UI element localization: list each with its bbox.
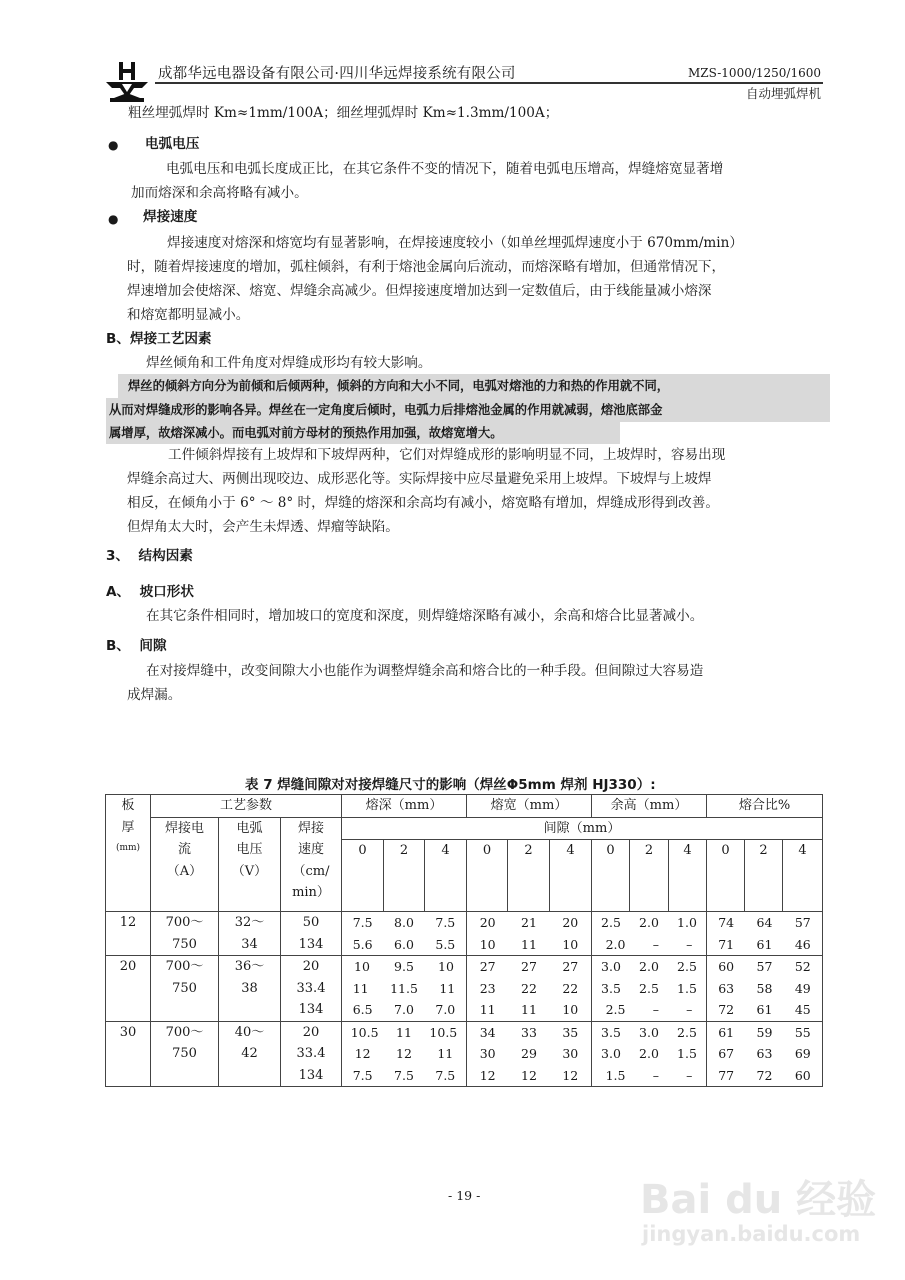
highlight-line-2: 从而对焊缝成形的影响各异。焊丝在一定角度后倾时，电弧力后排熔池金属的作用就减弱，熔池底部金 [109, 403, 663, 417]
current-cell: 700～ 750 [151, 912, 219, 956]
voltage-cell: 32～ 34 [219, 912, 281, 956]
table-row-group-12 [106, 912, 823, 956]
depth-cell: 7.5 8.0 7.5 5.6 6.0 5.5 [342, 912, 467, 956]
process-line: 焊丝倾角和工件角度对焊缝成形均有较大影响。 [146, 355, 432, 371]
header-width: 熔宽（mm） [467, 795, 592, 818]
baidu-watermark-url: jingyan.baidu.com [642, 1222, 861, 1246]
section-title-structure: 3、 结构因素 [106, 548, 193, 564]
slope-line-1: 工件倾斜焊接有上坡焊和下坡焊两种，它们对焊缝成形的影响明显不同，上坡焊时，容易出现 [168, 447, 726, 463]
thickness-cell: 20 [106, 956, 151, 1022]
voltage-line-1: 电弧电压和电弧长度成正比，在其它条件不变的情况下，随着电弧电压增高，焊缝熔宽显著增 [166, 161, 724, 177]
gap-line-2: 成焊漏。 [127, 687, 182, 703]
intro-line: 粗丝埋弧焊时 Km≈1mm/100A；细丝埋弧焊时 Km≈1.3mm/100A； [128, 105, 559, 121]
model-number: MZS-1000/1250/1600 [687, 66, 821, 80]
height-cell: 3.5 3.0 2.5 3.0 2.0 1.5 1.5 – – [592, 1021, 707, 1087]
depth-cell: 10.5 11 10.5 12 12 11 7.5 7.5 7.5 [342, 1021, 467, 1087]
table-row-group-20 [106, 956, 823, 1022]
header-ratio: 熔合比% [707, 795, 823, 818]
table-caption: 表 7 焊缝间隙对对接焊缝尺寸的影响（焊丝Φ5mm 焊剂 HJ330）: [245, 777, 656, 793]
header-voltage: 电弧 电压 （V） [219, 817, 281, 912]
ratio-cell: 74 64 57 71 61 46 [707, 912, 823, 956]
voltage-line-2: 加而熔深和余高将略有减小。 [131, 185, 308, 201]
slope-line-3: 相反，在倾角小于 6° ～ 8° 时，焊缝的熔深和余高均有减小，熔宽略有增加，焊缝成形得到改善。 [127, 495, 719, 511]
baidu-watermark-logo: Bai du 经验 [640, 1177, 877, 1223]
speed-cell: 50 134 [281, 912, 342, 956]
header-current: 焊接电 流 （A） [151, 817, 219, 912]
highlight-line-1: 焊丝的倾斜方向分为前倾和后倾两种，倾斜的方向和大小不同，电弧对熔池的力和热的作用就不同， [128, 379, 670, 393]
gap-0: 0 [592, 840, 630, 912]
speed-line-1: 焊接速度对熔深和熔宽均有显著影响，在焊接速度较小（如单丝埋弧焊速度小于 670mm/min） [167, 235, 743, 251]
speed-line-4: 和熔宽都明显减小。 [127, 307, 250, 323]
header-thickness: 板 厚 (mm) [106, 795, 151, 912]
gap-2: 2 [508, 840, 550, 912]
width-cell: 27 27 27 23 22 22 11 11 10 [467, 956, 592, 1022]
gap-2: 2 [630, 840, 669, 912]
thickness-cell: 30 [106, 1021, 151, 1087]
speed-cell: 20 33.4 134 [281, 1021, 342, 1087]
product-name: 自动埋弧焊机 [745, 86, 821, 101]
section-title-process: B、焊接工艺因素 [106, 331, 212, 347]
header-depth: 熔深（mm） [342, 795, 467, 818]
ratio-cell: 60 57 52 63 58 49 72 61 45 [707, 956, 823, 1022]
section-title-groove: A、 坡口形状 [106, 584, 194, 600]
gap-line-1: 在对接焊缝中，改变间隙大小也能作为调整焊缝余高和熔合比的一种手段。但间隙过大容易造 [146, 663, 704, 679]
bullet-icon: ● [108, 212, 119, 226]
gap-4: 4 [783, 840, 823, 912]
header-speed: 焊接 速度 （cm/ min） [281, 817, 342, 912]
height-cell: 2.5 2.0 1.0 2.0 – – [592, 912, 707, 956]
slope-line-4: 但焊角太大时，会产生未焊透、焊瘤等缺陷。 [127, 519, 399, 535]
gap-0: 0 [342, 840, 384, 912]
depth-cell: 10 9.5 10 11 11.5 11 6.5 7.0 7.0 [342, 956, 467, 1022]
header-params: 工艺参数 [151, 795, 342, 818]
height-cell: 3.0 2.0 2.5 3.5 2.5 1.5 2.5 – – [592, 956, 707, 1022]
speed-cell: 20 33.4 134 [281, 956, 342, 1022]
gap-4: 4 [669, 840, 707, 912]
current-cell: 700～ 750 [151, 956, 219, 1022]
voltage-cell: 40～ 42 [219, 1021, 281, 1087]
width-cell: 20 21 20 10 11 10 [467, 912, 592, 956]
header-divider [155, 82, 823, 84]
huayuan-logo-icon [104, 60, 150, 106]
thickness-cell: 12 [106, 912, 151, 956]
gap-2: 2 [745, 840, 783, 912]
company-name: 成都华远电器设备有限公司·四川华远焊接系统有限公司 [158, 66, 516, 82]
slope-line-2: 焊缝余高过大、两侧出现咬边、成形恶化等。实际焊接中应尽量避免采用上坡焊。下坡焊与上坡焊 [127, 471, 712, 487]
current-cell: 700～ 750 [151, 1021, 219, 1087]
header-height: 余高（mm） [592, 795, 707, 818]
weld-gap-table [105, 794, 823, 1087]
width-cell: 34 33 35 30 29 30 12 12 12 [467, 1021, 592, 1087]
page-number: - 19 - [448, 1188, 481, 1203]
gap-4: 4 [425, 840, 467, 912]
groove-line: 在其它条件相同时，增加坡口的宽度和深度，则焊缝熔深略有减小，余高和熔合比显著减小。 [146, 608, 704, 624]
bullet-icon: ● [108, 138, 119, 152]
speed-line-3: 焊速增加会使熔深、熔宽、焊缝余高减少。但焊接速度增加达到一定数值后，由于线能量减小熔深 [127, 283, 712, 299]
section-title-gap: B、 间隙 [106, 638, 167, 654]
gap-4: 4 [550, 840, 592, 912]
table-row-group-30 [106, 1021, 823, 1087]
section-title-voltage: 电弧电压 [145, 136, 200, 152]
gap-2: 2 [384, 840, 425, 912]
header-gap: 间隙（mm） [342, 817, 823, 840]
speed-line-2: 时，随着焊接速度的增加，弧柱倾斜，有利于熔池金属向后流动，而熔深略有增加，但通常情况下， [127, 259, 726, 275]
section-title-speed: 焊接速度 [143, 209, 198, 225]
voltage-cell: 36～ 38 [219, 956, 281, 1022]
ratio-cell: 61 59 55 67 63 69 77 72 60 [707, 1021, 823, 1087]
gap-0: 0 [707, 840, 745, 912]
gap-0: 0 [467, 840, 508, 912]
highlight-line-3: 属增厚，故熔深减小。而电弧对前方母材的预热作用加强，故熔宽增大。 [109, 426, 503, 440]
